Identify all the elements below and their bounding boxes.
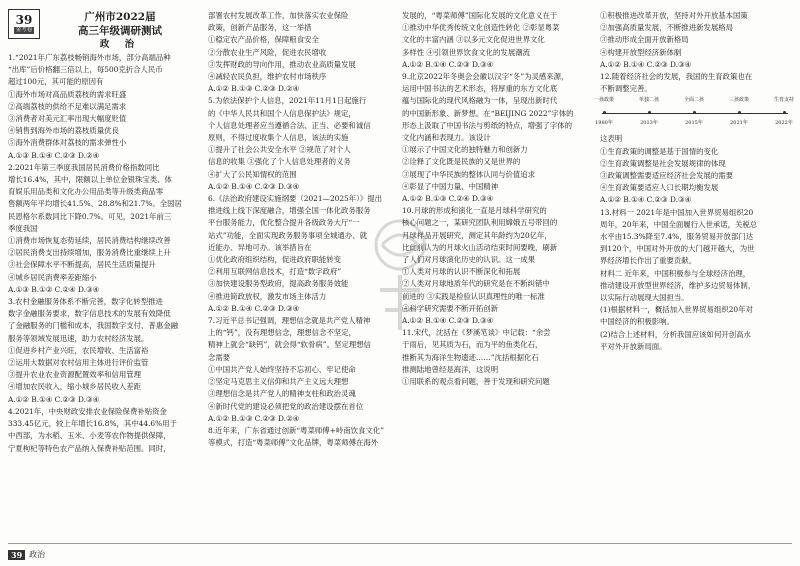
text-line: ④推进简政放权，激发市场主体活力 — [208, 291, 327, 301]
text-line: 推测陆地曾经是海洋，这说明 — [402, 364, 499, 374]
text-line: ②运用大数据对农村信用主体进行评价监管 — [8, 358, 149, 368]
text-line: 9.北京2022年冬奥会会徽以汉字“冬”为灵感来源， — [402, 72, 569, 82]
text-line: 月球样品开展研究，测定其年龄约为20亿年， — [402, 230, 552, 240]
text-line: 原则，不得过度收集个人信息，该法的实施 — [208, 133, 349, 143]
text-line: ②利用互联网信息技术，打造“数字政府” — [208, 267, 342, 277]
text-line: 上的“钙”，没有理想信念，理想信念不坚定， — [208, 328, 356, 338]
title-block — [45, 10, 195, 51]
text-line: 超过100元，其可能的原因有 — [8, 77, 104, 87]
text-line: 的中国新形象、新梦想。在“BEIJING 2022”字体的 — [402, 108, 574, 118]
text-line: ①促进乡村产业兴旺，农民增收、生活富裕 — [8, 345, 149, 355]
text-line: 到120个，中国对外开放的大门越开越大，为世 — [600, 244, 755, 254]
text-line: ③社会保障水平不断提高，居民生活质量提升 — [8, 260, 156, 270]
text-line: ③推动形成全面开放新格局 — [600, 35, 689, 45]
text-line: 中国经济的积极影响。 — [600, 317, 674, 327]
text-line: 宁夏枸杞等特色农产品纳入保费补贴范围。同时， — [8, 443, 171, 453]
text-line: 数字金融服务要求，数字信息技术的发展有效降低 — [8, 309, 171, 319]
text-line: 蕴与国际化的现代风格融为一体，呈现出新时代 — [402, 96, 558, 106]
text-line: 服务等领域发展迅速，助力农村经济发展。 — [8, 333, 149, 343]
text-line: 政策，创新产品服务，这一举措 — [208, 23, 312, 33]
text-line: ①海外市场对高品质荔枝的需求旺盛 — [8, 89, 127, 99]
text-line: 信息的收集 ③强化了个人信息处理者的义务 — [208, 157, 351, 167]
page-number: 39 — [8, 550, 25, 560]
text-line: 文化内涵和表现力。该设计 — [402, 133, 491, 143]
text-line: ②人类对月球地质年代的研究是在不断纠错中 — [402, 279, 550, 289]
text-line: 界经济增长作出了重要贡献。 — [600, 256, 697, 266]
text-line: ③加快建设服务型政府，提高政务服务效能 — [208, 279, 349, 289]
text-line: A.①② B.①③ C.②③ D.②④ — [208, 84, 300, 94]
text-line: A.①③ B.①④ C.②③ D.②④ — [8, 150, 100, 160]
text-line: 推断其为海洋生物遗迹……”沈括根据化石 — [402, 352, 539, 362]
text-line: ①稳定农产品价格，保障粮食安全 — [208, 35, 319, 45]
text-line: 推进线上线下深度融合，增强全国一体化政务服务 — [208, 206, 371, 216]
text-line: A.①② B.①④ C.②③ D.③④ — [208, 181, 300, 191]
text-line: ②加强高质量发展，不断推进新发展格局 — [600, 23, 734, 33]
text-line: A.①② B.①③ C.②④ D.③④ — [402, 194, 494, 204]
text-line: ③展现了中华民族的整体认同与价值追求 — [402, 169, 536, 179]
text-line: ①提升了社会公共安全水平 ②规范了对个人 — [208, 145, 351, 155]
text-line: ④销售到海外市场的荔枝质量优良 — [8, 126, 119, 136]
timeline-year: 2021年 — [730, 120, 748, 127]
exam-title-line2: 高三年级调研测试 — [78, 25, 162, 37]
text-line: ④增加农民收入，缩小城乡居民收入差距 — [8, 382, 142, 392]
timeline-year: 2015年 — [685, 120, 703, 127]
timeline-event: 单独二孩 — [638, 97, 659, 104]
text-line: ②分散农业生产风险，促进农民增收 — [208, 47, 327, 57]
policy-timeline — [593, 97, 794, 131]
text-line: 5.为依法保护个人信息，2021年11月1日起施行 — [208, 96, 367, 106]
text-line: ①优化政府组织结构，促进政府职能转变 — [208, 255, 342, 265]
text-line: 民恩格尔系数同比下降0.7%。可见，2021年前三 — [8, 211, 172, 221]
text-line: 了人们对月球演化历史的认识。这一成果 — [402, 255, 536, 265]
text-line: ②诠释了文化既是民族的又是世界的 — [402, 157, 521, 167]
text-line: 于雨后，见其质为石，而为平的鱼类化石， — [402, 340, 543, 350]
text-line: 4.2021年，中央财政安排农业保险保费补贴资金 — [8, 406, 167, 416]
text-line: 售额两年平均增长41.5%、28.8%和21.7%。全国居 — [8, 199, 182, 209]
text-line: “出库”后价格翻三倍以上，每500克折合人民币 — [8, 65, 163, 75]
text-line: ②居民消费支出持续增加，服务消费比重继续上升 — [8, 248, 171, 258]
text-line: ①推动中华优秀传统文化创造性转化 ②彰显粤菜 — [402, 23, 560, 33]
text-line: ②坚定马克思主义信仰和共产主义远大理想 — [208, 377, 349, 387]
text-line: 文化的丰富内涵 ③以多元文化促进世界文化 — [402, 35, 545, 45]
exam-subject: 政 治 — [99, 39, 141, 50]
text-line: 增长16.4%，其中，限额以上单位金银珠宝类、体 — [8, 175, 172, 185]
text-line: ③政策调整需要适应经济社会发展的需要 — [600, 171, 734, 181]
text-line: 推动建设开放型世界经济，维护多边贸易体制， — [600, 280, 756, 290]
text-line: A.①② B.①④ C.②③ D.③④ — [402, 59, 494, 69]
text-line: 的《中华人民共和国个人信息保护法》规定， — [208, 108, 356, 118]
text-line: ④科学研究需要不断开拓创新 — [402, 303, 499, 313]
text-line: 水平由15.3%降至7.4%，服务贸易开放部门达 — [600, 232, 754, 242]
text-line: 精神上就会“缺钙”，就会得“软骨病”。坚定理想信 — [208, 340, 371, 350]
text-line: 形态上汲取了中国书法与剪纸的特点，增强了字体的 — [402, 120, 572, 130]
text-line: ③提升农业农业资源配置效率和信用管理 — [8, 370, 142, 380]
text-line: 不断调整完善。 — [600, 84, 652, 94]
text-line: 材料二 近年来，中国积极参与全球经济治理， — [600, 268, 751, 278]
text-line: 等模式，打造“粤菜师傅”文化品牌，粤菜师傅在海外 — [208, 438, 379, 448]
text-line: ①人类对月球的认识不断深化和拓展 — [402, 267, 521, 277]
text-line: A.①② B.①③ C.②③ D.②④ — [208, 413, 300, 423]
text-line: 10.月球的形成和演化一直是月球科学研究的 — [402, 206, 547, 216]
text-line: 多样性 ④引领世界饮食文化的发展潮流 — [402, 47, 530, 57]
text-line: 以实际行动展现大国担当。 — [600, 293, 689, 303]
text-line: ④构建开放型经济新体制 — [600, 47, 682, 57]
badge-number: 39 — [15, 13, 33, 27]
text-line: 周年，20年来，中国全面履行入世承诺，关税总 — [600, 219, 758, 229]
text-line: ④城乡居民消费率差距缩小 — [8, 272, 97, 282]
text-line: 7.习近平总书记强调，理想信念就是共产党人精神 — [208, 316, 371, 326]
column-1 — [8, 52, 198, 455]
text-line: ④新时代党的建设必须把党的政治建设摆在首位 — [208, 401, 364, 411]
timeline-year: 1980年 — [595, 120, 613, 127]
text-line: 平台服务能力，优化整合提升各级政务大厅“一 — [208, 218, 360, 228]
text-line: 1.“2021年广东荔枝畅销海外市场，部分高端品种 — [8, 53, 171, 62]
text-line: 2.2021年第三季度我国居民消费价格指数同比 — [8, 162, 160, 172]
badge-brand: 金考卷 — [15, 27, 33, 33]
text-line: ②高端荔枝的供给不足难以满足需求 — [8, 101, 127, 111]
text-line: ①积极推进改革开放，坚持对外开放基本国策 — [600, 11, 748, 20]
text-line: 念需要 — [208, 352, 231, 362]
text-line: A.①③ B.①② C.②④ D.③④ — [8, 284, 100, 294]
text-line: 中西部，为水稻、玉米、小麦等农作物提供保障， — [8, 431, 171, 441]
timeline-year: 2013年 — [640, 120, 658, 127]
text-line: 比此前认为的月球火山活动结束时间要晚，刷新 — [402, 242, 558, 252]
text-line: ④减轻农民负担，维护农村市场秩序 — [208, 72, 327, 82]
text-line: 近能办、异地可办。该举措旨在 — [208, 242, 312, 252]
text-line: 333.45亿元，较上年增长16.8%，其中44.6%用于 — [8, 419, 177, 429]
text-line: ③消费者对美元汇率出现大幅度贬值 — [8, 114, 127, 124]
text-line: 6.《法治政府建设实施纲要（2021—2025年）》提出 — [208, 194, 383, 204]
timeline-event: 一孩政策 — [593, 97, 614, 104]
text-line: ①用联系的观点看问题，善于发现和研究问题 — [402, 377, 550, 387]
text-line: 发展的，“粤菜师傅”国际化发展的文化意义在于 — [402, 11, 558, 20]
text-line: ④彰显了中国力量、中国精神 — [402, 181, 499, 191]
text-line: (2)结合上述材料，分析我国应该如何开创高水 — [600, 329, 751, 339]
text-line: 13.材料一 2021年是中国加入世界贸易组织20 — [600, 207, 754, 217]
page-footer — [8, 549, 45, 560]
text-line: ③发挥财政的导向作用，推动农业高质量发展 — [208, 59, 356, 69]
text-line: 12.随着经济社会的发展，我国的生育政策也在 — [600, 72, 753, 82]
text-line: 站式”功能，全面实现政务服务事项全城通办、就 — [208, 230, 367, 240]
text-line: ①展示了中国文化的独特魅力和创新力 — [402, 145, 528, 155]
text-line: 这表明 — [600, 134, 623, 144]
text-line: ①生育政策的调整是基于国情的变化 — [600, 146, 719, 156]
text-line: 前进的 ③实践是检验认识真理性的唯一标准 — [402, 291, 545, 301]
text-line: 运用中国书法的艺术形态，将厚重的东方文化底 — [402, 84, 558, 94]
timeline-event: 三孩政策 — [728, 97, 749, 104]
text-line: 8.近年来，广东省通过创新“粤菜师傅+岭南饮食文化” — [208, 425, 385, 435]
column-4 — [593, 10, 794, 353]
text-line: ④扩大了公民知情权的范围 — [208, 169, 297, 179]
text-line: 季度我国 — [8, 223, 38, 233]
watermark-stamp-icon — [360, 215, 440, 345]
volume-badge — [8, 9, 40, 39]
exam-title-line1: 广州市2022届 — [84, 11, 156, 23]
text-line: 了金融服务的门槛和成本，我国数字支付、普惠金融 — [8, 321, 178, 331]
text-line: ①中国共产党人始终坚持不忘初心、牢记使命 — [208, 364, 356, 374]
text-line: ②生育政策调整是社会发展规律的体现 — [600, 158, 726, 168]
text-line: 部署农村发展改革工作，加快落实农业保险 — [208, 11, 349, 20]
footer-subject: 政治 — [29, 550, 46, 559]
text-line: A.①② B.①④ C.②③ D.③④ — [600, 195, 692, 205]
text-line: ⑤海外消费群体对荔枝的需求弹性小 — [8, 138, 127, 148]
timeline-year: 2022年 — [775, 120, 793, 127]
timeline-event: 全面二孩 — [683, 97, 704, 104]
text-line: ④生育政策要适应人口长期均衡发展 — [600, 183, 719, 193]
text-line: 核心问题之一，某研究团队利用嫦娥五号带回的 — [402, 218, 558, 228]
text-line: 3.农村金融服务体系不断完善，数字化转型推进 — [8, 297, 163, 307]
text-line: 11.宋代，沈括在《梦溪笔谈》中记载：“余尝 — [402, 328, 551, 338]
text-line: ①消费市场恢复态势延续，居民消费结构继续改善 — [8, 236, 171, 246]
text-line: 平对外开放新局面。 — [600, 341, 667, 351]
footer-divider — [8, 543, 792, 544]
text-line: ③理想信念是共产党人的精神支柱和政治灵魂 — [208, 389, 356, 399]
text-line: A.①② B.①④ C.②③ D.③④ — [8, 394, 100, 404]
timeline-event: 生育支持 — [773, 97, 794, 104]
text-line: A.①② B.①④ C.②③ D.③④ — [402, 316, 494, 326]
text-line: 个人信息处理者应当遵循合法、正当、必要和诚信 — [208, 120, 371, 130]
text-line: A.①② B.①④ C.②③ D.③④ — [208, 303, 300, 313]
text-line: 育娱乐用品类和文化办公用品类等升级类商品零 — [8, 187, 164, 197]
text-line: A.①② B.①④ C.②③ D.③④ — [600, 59, 692, 69]
text-line: (1)根据材料一，概括加入世界贸易组织20年对 — [600, 305, 753, 315]
